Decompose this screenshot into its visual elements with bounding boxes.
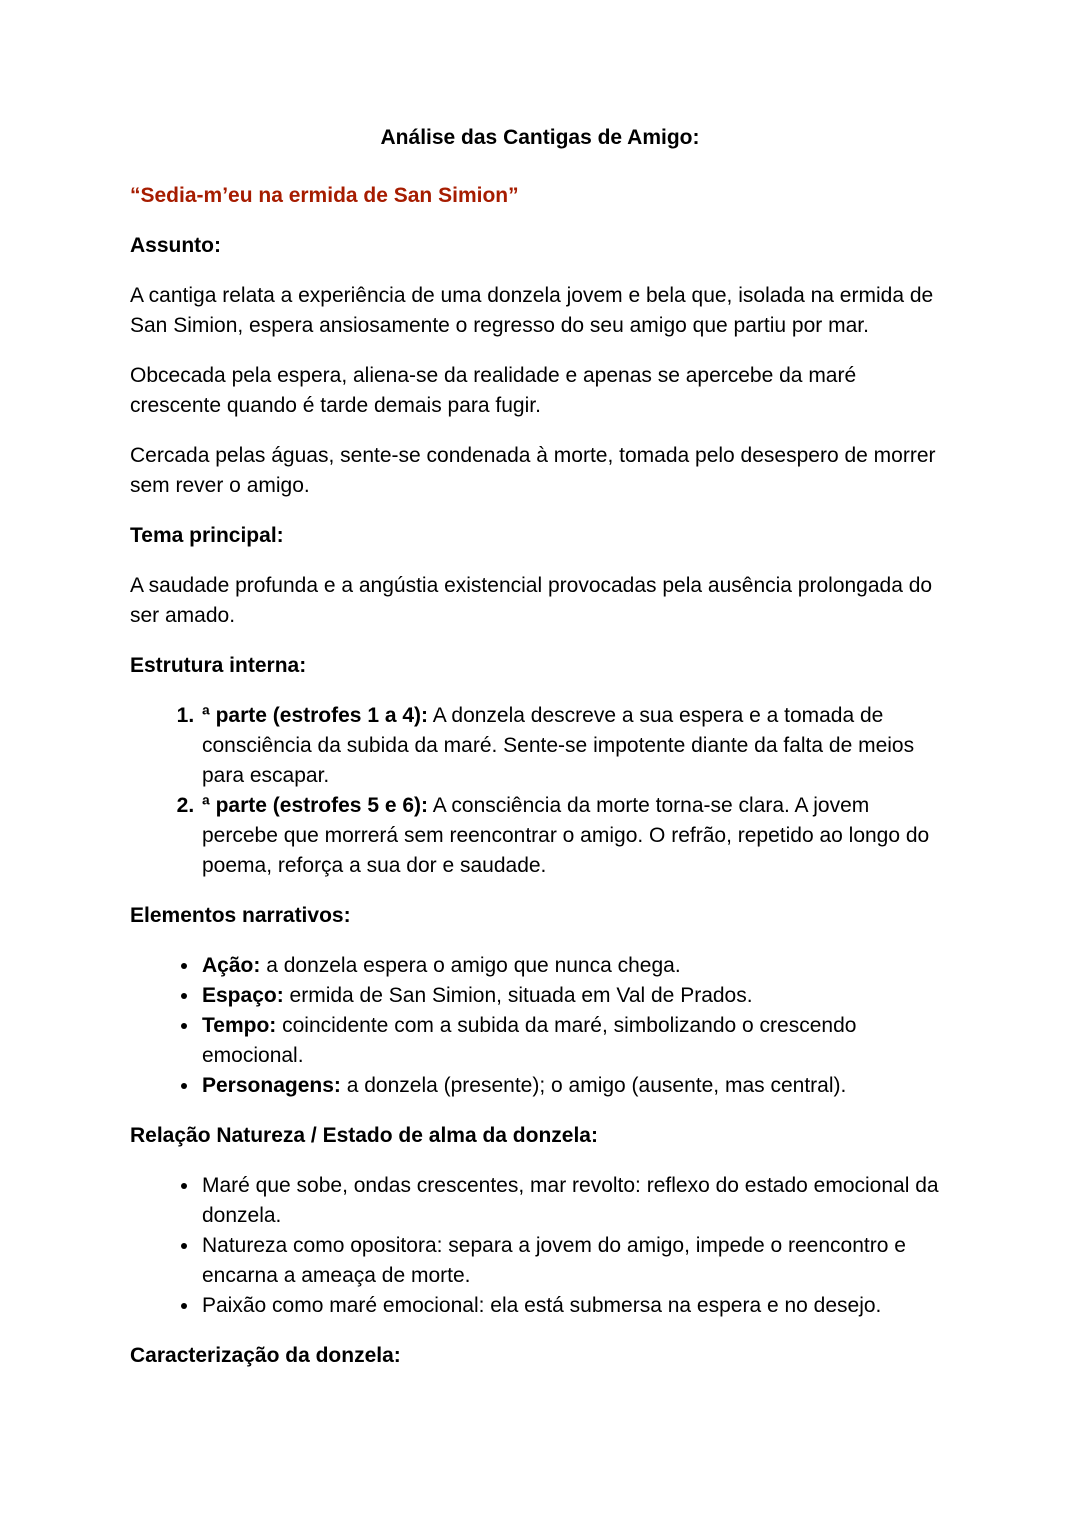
list-item [200,951,950,981]
list-item-lead: Tempo: [202,1014,277,1037]
list-item-lead: ª parte (estrofes 1 a 4): [202,704,429,727]
list-item-text: coincidente com a subida da maré, simbolizando o crescendo emocional. [202,1014,857,1067]
list-item-text: Paixão como maré emocional: ela está submersa na espera e no desejo. [202,1294,882,1317]
list-item-lead: Personagens: [202,1074,341,1097]
bullet-list-relacao [130,1171,950,1321]
list-item-lead: Ação: [202,954,261,977]
heading-caracterizacao: Caracterização da donzela: [130,1344,401,1367]
list-item-text: Natureza como opositora: separa a jovem do amigo, impede o reencontro e encarna a ameaça de morte. [202,1234,906,1287]
paragraph: A saudade profunda e a angústia existencial provocadas pela ausência prolongada do ser amado. [130,574,933,627]
document-title: Análise das Cantigas de Amigo: [380,126,700,149]
list-item-text: ermida de San Simion, situada em Val de Prados. [283,984,753,1007]
list-item-text: a donzela espera o amigo que nunca chega. [260,954,681,977]
heading-relacao-natureza: Relação Natureza / Estado de alma da donzela: [130,1124,598,1147]
list-item [200,1171,950,1231]
heading-assunto: Assunto: [130,234,221,257]
list-item [200,1231,950,1291]
list-item [200,701,950,791]
bullet-list-elementos [130,951,950,1101]
list-item-text: A donzela descreve a sua espera e a tomada de consciência da subida da maré. Sente-se impotente diante da falta de meios para escapar. [202,704,915,787]
list-item [200,1291,950,1321]
list-item-text: Maré que sobe, ondas crescentes, mar revolto: reflexo do estado emocional da donzela. [202,1174,939,1227]
list-item [200,791,950,881]
list-item-lead: ª parte (estrofes 5 e 6): [202,794,429,817]
heading-tema-principal: Tema principal: [130,524,284,547]
paragraph: Cercada pelas águas, sente-se condenada à morte, tomada pelo desespero de morrer sem rever o amigo. [130,444,936,497]
list-item-text: A consciência da morte torna-se clara. A jovem percebe que morrerá sem reencontrar o amigo. O refrão, repetido ao longo do poema, reforça a sua dor e saudade. [202,794,930,877]
list-item [200,981,950,1011]
paragraph: Obcecada pela espera, aliena-se da realidade e apenas se apercebe da maré crescente quando é tarde demais para fugir. [130,364,857,417]
heading-elementos-narrativos: Elementos narrativos: [130,904,351,927]
list-item-text: a donzela (presente); o amigo (ausente, mas central). [340,1074,847,1097]
paragraph: A cantiga relata a experiência de uma donzela jovem e bela que, isolada na ermida de San Simion, espera ansiosamente o regresso do seu amigo que partiu por mar. [130,284,934,337]
list-item-lead: Espaço: [202,984,284,1007]
list-item [200,1071,950,1101]
poem-title-heading: “Sedia-m’eu na ermida de San Simion” [130,184,519,207]
list-item [200,1011,950,1071]
heading-estrutura-interna: Estrutura interna: [130,654,307,677]
numbered-list-estrutura [130,701,950,881]
